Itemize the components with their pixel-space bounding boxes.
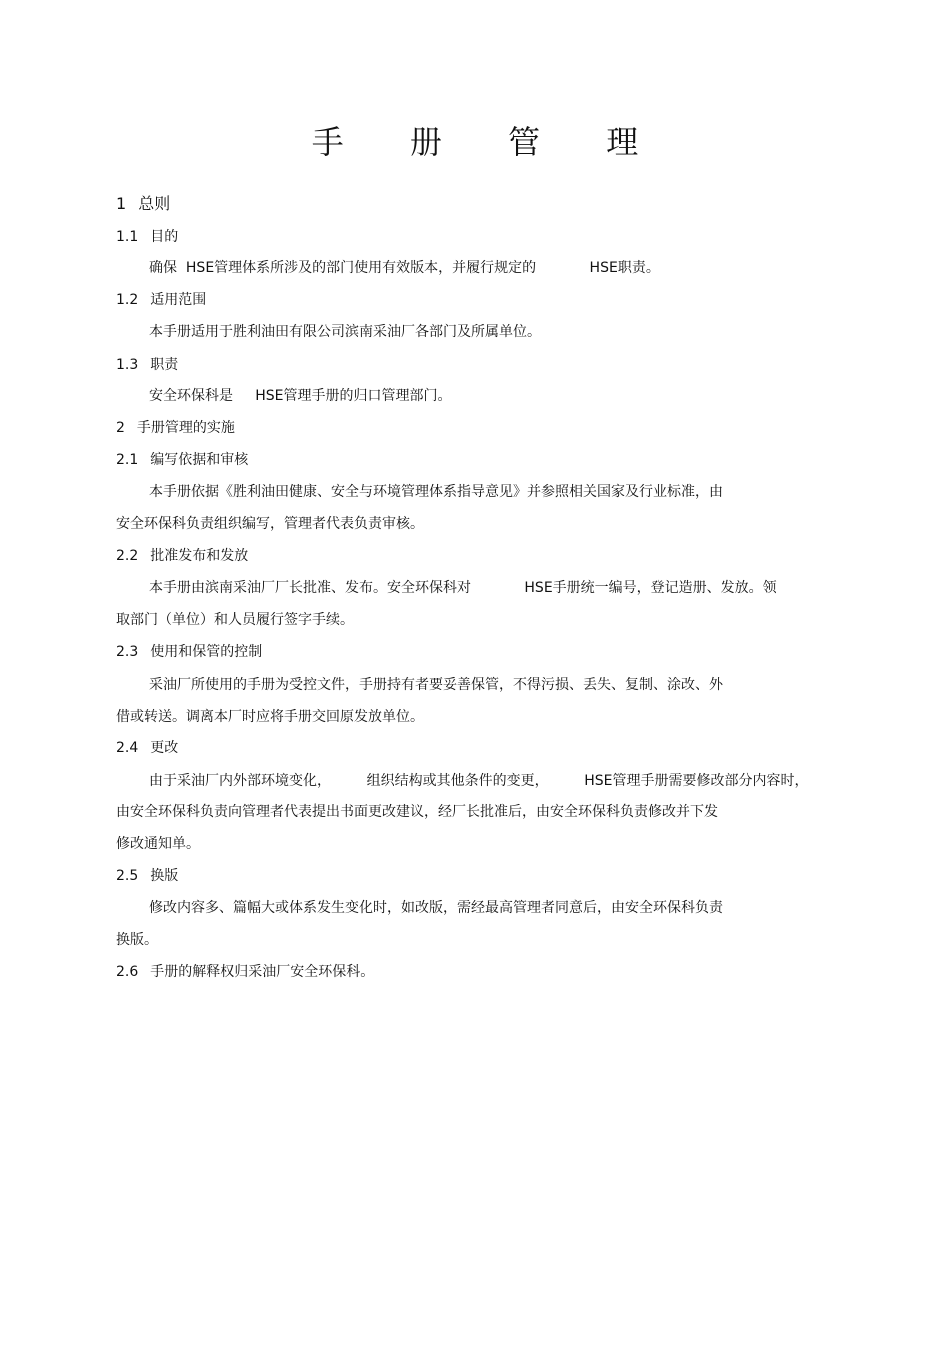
- section-number: 2.1: [116, 452, 139, 468]
- paragraph-line: 修改通知单。: [116, 836, 200, 852]
- section-heading: [116, 418, 235, 438]
- paragraph-line: 由于采油厂内外部环境变化， 组织结构或其他条件的变更， HSE管理手册需要修改部分内容时，: [149, 773, 809, 789]
- paragraph-line: 安全环保科负责组织编写，管理者代表负责审核。: [116, 516, 424, 532]
- section-title: 职责: [150, 357, 179, 373]
- paragraph-line: 借或转送。调离本厂时应将手册交回原发放单位。: [116, 709, 424, 725]
- subsection-heading: [116, 450, 248, 470]
- section-number: 2.3: [116, 644, 139, 660]
- subsection-heading: [116, 962, 374, 982]
- section-title: 总则: [138, 194, 171, 213]
- section-title: 更改: [150, 740, 179, 756]
- section-number: 2.6: [116, 964, 139, 980]
- section-number: 1: [116, 194, 127, 213]
- subsection-heading: [116, 290, 206, 310]
- section-number: 1.2: [116, 292, 139, 308]
- paragraph-line: 修改内容多、篇幅大或体系发生变化时，如改版，需经最高管理者同意后，由安全环保科负责: [149, 900, 723, 916]
- paragraph-line: 安全环保科是 HSE管理手册的归口管理部门。: [149, 388, 452, 404]
- paragraph-line: 本手册依据《胜利油田健康、安全与环境管理体系指导意见》并参照相关国家及行业标准，由: [149, 484, 723, 500]
- subsection-heading: [116, 546, 248, 566]
- subsection-heading: [116, 866, 178, 886]
- section-title: 目的: [150, 229, 179, 245]
- paragraph-line: 由安全环保科负责向管理者代表提出书面更改建议，经厂长批准后，由安全环保科负责修改并下发: [116, 804, 718, 820]
- subsection-heading: [116, 355, 178, 375]
- section-title: 手册的解释权归采油厂安全环保科。: [150, 964, 375, 980]
- paragraph-line: 取部门（单位）和人员履行签字手续。: [116, 612, 354, 628]
- section-title: 使用和保管的控制: [150, 644, 263, 660]
- section-title: 适用范围: [150, 292, 207, 308]
- subsection-heading: [116, 227, 178, 247]
- section-number: 1.1: [116, 229, 139, 245]
- section-title: 手册管理的实施: [136, 420, 235, 436]
- paragraph-line: 换版。: [116, 932, 158, 948]
- subsection-heading: [116, 642, 262, 662]
- section-number: 2.4: [116, 740, 139, 756]
- subsection-heading: [116, 738, 178, 758]
- section-number: 2.5: [116, 868, 139, 884]
- section-title: 批准发布和发放: [150, 548, 249, 564]
- paragraph-line: 本手册适用于胜利油田有限公司滨南采油厂各部门及所属单位。: [149, 324, 541, 340]
- section-number: 2: [116, 420, 125, 436]
- paragraph-line: 采油厂所使用的手册为受控文件，手册持有者要妥善保管，不得污损、丢失、复制、涂改、外: [149, 677, 723, 693]
- section-title: 换版: [150, 868, 179, 884]
- paragraph-line: 本手册由滨南采油厂厂长批准、发布。安全环保科对 HSE手册统一编号，登记造册、发放。领: [149, 580, 777, 596]
- section-heading: [116, 194, 170, 214]
- section-title: 编写依据和审核: [150, 452, 249, 468]
- page-title: 手 册 管 理: [311, 123, 667, 161]
- section-number: 1.3: [116, 357, 139, 373]
- section-number: 2.2: [116, 548, 139, 564]
- paragraph-line: 确保 HSE管理体系所涉及的部门使用有效版本，并履行规定的 HSE职责。: [149, 260, 660, 276]
